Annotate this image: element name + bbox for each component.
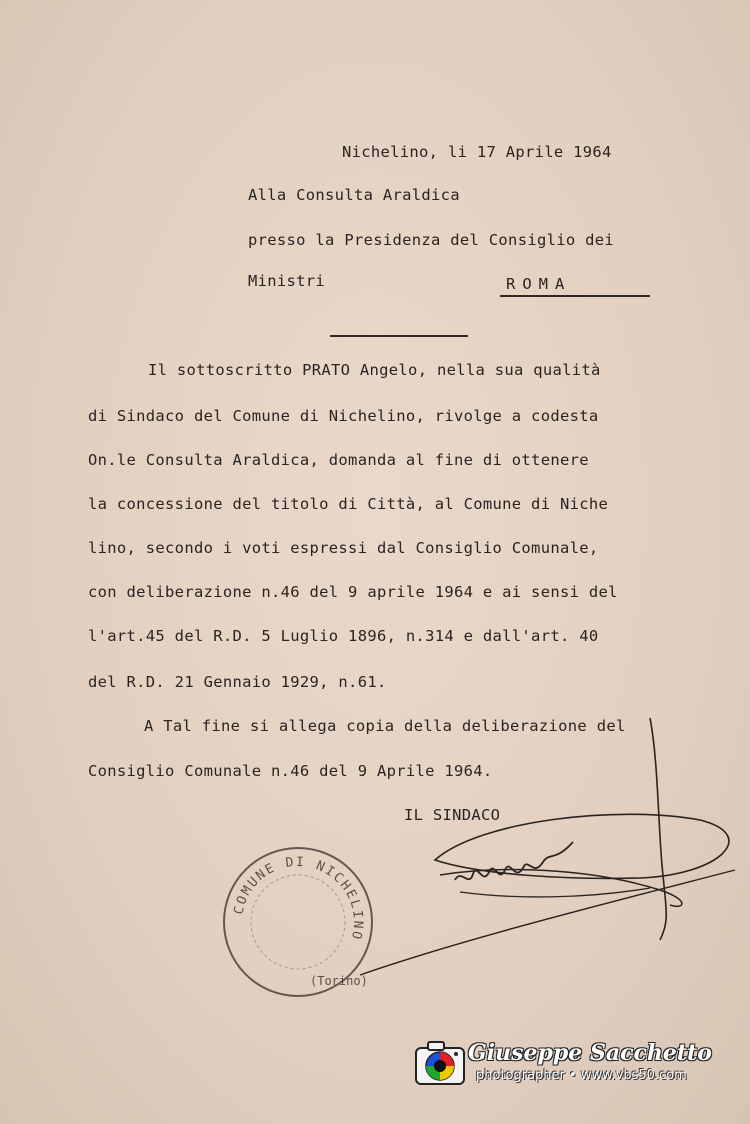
photographer-watermark — [414, 1038, 714, 1090]
body-line-8: del R.D. 21 Gennaio 1929, n.61. — [88, 673, 387, 691]
separator-rule — [330, 335, 468, 337]
recipient-line-1: Alla Consulta Araldica — [248, 186, 460, 204]
stamp-ring-text: COMUNE DI NICHELINO — [231, 854, 366, 943]
watermark-name: Giuseppe Sacchetto — [468, 1040, 712, 1066]
body-line-6: con deliberazione n.46 del 9 aprile 1964 e ai sensi del — [88, 583, 618, 601]
stamp-inner-text: (Torino) — [310, 974, 368, 988]
mayor-signature — [340, 700, 750, 1000]
recipient-line-2: presso la Presidenza del Consiglio dei — [248, 231, 615, 249]
watermark-subtitle: photographer • www.vbs50.com — [476, 1068, 687, 1083]
camera-logo-icon — [414, 1040, 466, 1086]
city-underline — [500, 295, 650, 297]
body-line-2: di Sindaco del Comune di Nichelino, rivolge a codesta — [88, 407, 599, 425]
body-line-1: Il sottoscritto PRATO Angelo, nella sua qualità — [148, 361, 601, 379]
body-line-4: la concessione del titolo di Città, al Comune di Niche — [88, 495, 609, 513]
closing-line-2: Consiglio Comunale n.46 del 9 Aprile 1964. — [88, 762, 493, 780]
closing-line-1: A Tal fine si allega copia della deliberazione del — [144, 717, 626, 735]
body-line-3: On.le Consulta Araldica, domanda al fine di ottenere — [88, 451, 589, 469]
recipient-city: ROMA — [506, 275, 572, 293]
date-line: Nichelino, li 17 Aprile 1964 — [342, 143, 612, 161]
body-line-5: lino, secondo i voti espressi dal Consiglio Comunale, — [88, 539, 599, 557]
signatory-title: IL SINDACO — [404, 806, 501, 824]
body-line-7: l'art.45 del R.D. 5 Luglio 1896, n.314 e dall'art. 40 — [88, 627, 599, 645]
recipient-line-3: Ministri — [248, 272, 326, 290]
